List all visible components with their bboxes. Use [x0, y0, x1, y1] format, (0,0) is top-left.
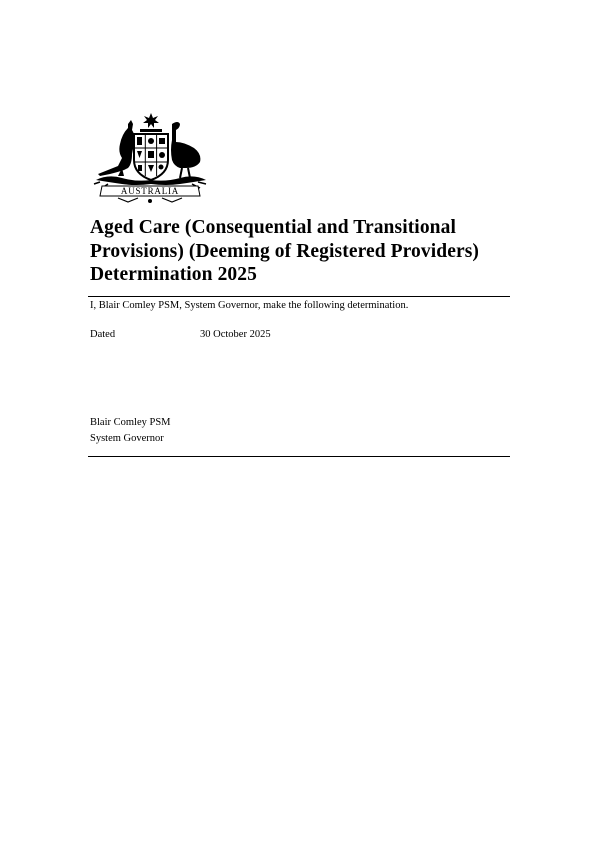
dated-value: 30 October 2025: [200, 329, 271, 340]
title-line-1: Aged Care (Consequential and Transitional: [90, 217, 456, 238]
signatory-title: System Governor: [90, 433, 164, 444]
title-line-3: Determination 2025: [90, 264, 257, 285]
dated-label: Dated: [90, 329, 116, 340]
signatory-name: Blair Comley PSM: [90, 417, 171, 428]
intro-statement: I, Blair Comley PSM, System Governor, make the following determination.: [90, 300, 409, 311]
document-title: [90, 216, 520, 287]
coat-of-arms-icon: [88, 110, 212, 206]
top-divider: [88, 296, 510, 297]
svg-text:AUSTRALIA: AUSTRALIA: [120, 186, 180, 196]
bottom-divider: [88, 456, 510, 457]
title-line-2: Provisions) (Deeming of Registered Providers): [90, 240, 480, 262]
